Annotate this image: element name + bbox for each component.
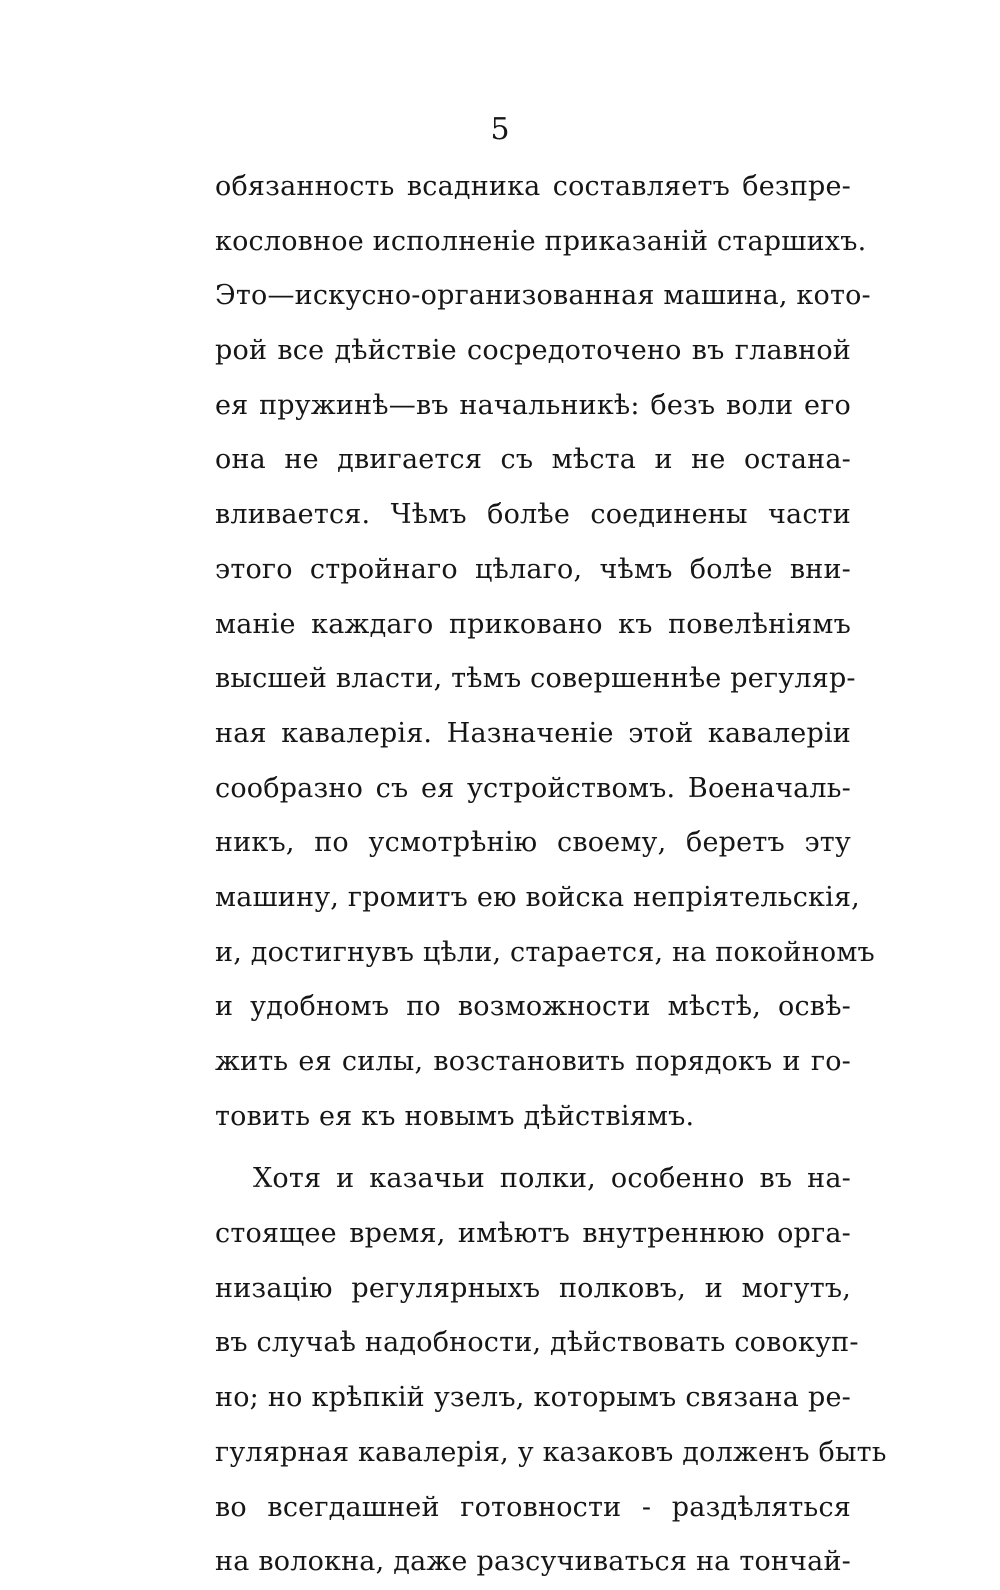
- text-line: Хотя и казачьи полки, особенно въ на-: [253, 1163, 851, 1195]
- text-line: этого стройнаго цѣлаго, чѣмъ болѣе вни-: [215, 553, 851, 585]
- text-line: во всегдашней готовности - раздѣляться: [215, 1491, 851, 1523]
- text-line: низацію регулярныхъ полковъ, и могутъ,: [215, 1272, 851, 1304]
- paragraph-gap: [215, 1144, 851, 1152]
- text-line: стоящее время, имѣютъ внутреннюю орга-: [215, 1218, 851, 1250]
- text-line: но; но крѣпкій узелъ, которымъ связана ре-: [215, 1382, 851, 1414]
- text-line: ея пружинѣ—въ начальникѣ: безъ воли его: [215, 389, 851, 421]
- text-line: машину, громитъ ею войска непріятельскія,: [215, 881, 860, 913]
- body-text: [215, 160, 887, 1590]
- text-line: гулярная кавалерія, у казаковъ долженъ быть: [215, 1436, 887, 1468]
- text-line: рой все дѣйствіе сосредоточено въ главной: [215, 335, 851, 367]
- text-line: сообразно съ ея устройствомъ. Военачаль-: [215, 772, 851, 804]
- text-line: кословное исполненіе приказаній старшихъ.: [215, 225, 867, 257]
- text-line: никъ, по усмотрѣнію своему, беретъ эту: [215, 827, 851, 859]
- text-line: въ случаѣ надобности, дѣйствовать совокуп-: [215, 1327, 859, 1359]
- text-line: товить ея къ новымъ дѣйствіямъ.: [215, 1100, 695, 1132]
- text-line: она не двигается съ мѣста и не остана-: [215, 444, 851, 476]
- text-line: высшей власти, тѣмъ совершеннѣе регуляр-: [215, 663, 856, 695]
- page-number: 5: [490, 112, 510, 147]
- text-line: и, достигнувъ цѣли, старается, на покойномъ: [215, 936, 875, 968]
- text-line: и удобномъ по возможности мѣстѣ, освѣ-: [215, 991, 851, 1023]
- text-line: вливается. Чѣмъ болѣе соединены части: [215, 499, 851, 531]
- text-line: ная кавалерія. Назначеніе этой кавалеріи: [215, 717, 851, 749]
- text-line: маніе каждаго приковано къ повелѣніямъ: [215, 608, 851, 640]
- text-line: жить ея силы, возстановить порядокъ и го-: [215, 1046, 851, 1077]
- text-line: на волокна, даже разсучиваться на тончай-: [215, 1546, 851, 1578]
- text-line: обязанность всадника составляетъ безпре-: [215, 171, 851, 202]
- text-line: Это—искусно-организованная машина, кото-: [215, 280, 871, 312]
